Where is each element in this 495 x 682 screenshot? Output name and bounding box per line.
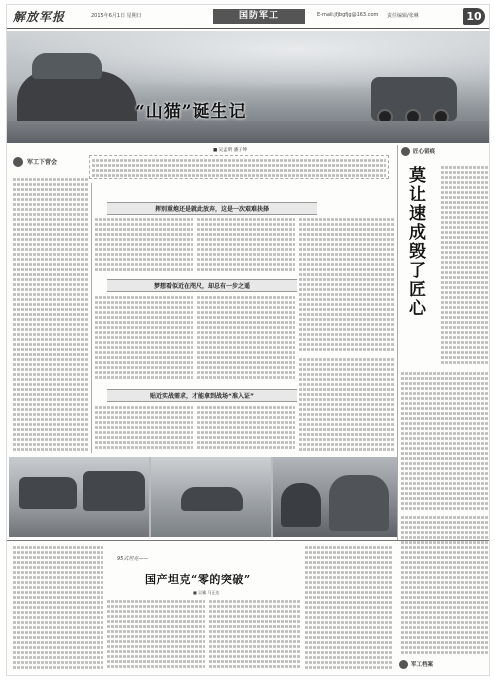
vehicle <box>19 477 77 509</box>
column-marker-icon <box>13 157 23 167</box>
soldier-group <box>281 483 321 527</box>
vehicle <box>83 471 145 511</box>
article-column-1 <box>13 177 89 453</box>
article-column-2b <box>95 295 193 383</box>
article-column-3b <box>197 295 295 383</box>
vehicle-right <box>371 77 457 121</box>
sidebar-title: 莫让速成毁了匠心 <box>409 166 426 319</box>
bottom-column-2 <box>107 599 205 673</box>
bottom-byline: ■ 吴骥 马正达 <box>193 590 220 595</box>
sidebar-column <box>399 143 490 513</box>
subhead-3: 贴近实战需求，才能拿到战场“准入证” <box>107 389 297 402</box>
sidebar-tag <box>401 146 461 158</box>
bottom-column-1 <box>13 545 103 673</box>
hero-photo <box>7 31 490 143</box>
sidebar-divider <box>397 145 398 540</box>
photo-ground <box>7 121 490 143</box>
article-column-3c <box>197 405 295 453</box>
bottom-kicker: 95式坦克—— <box>117 556 149 562</box>
sidebar-marker-icon <box>401 147 410 156</box>
feature-byline: ■ 吴孟明 潘子坤 <box>213 148 248 153</box>
bottom-column-tag-text: 军工档案 <box>411 662 434 668</box>
soldiers-photo <box>273 457 397 537</box>
archive-marker-icon <box>399 660 408 669</box>
section-title: 国防军工 <box>213 9 305 24</box>
lead-paragraph <box>89 155 389 179</box>
column-label-text: 军工下营会 <box>27 159 58 166</box>
amphibious-vehicles-photo <box>9 457 149 537</box>
sidebar-tag-text: 匠心留痕 <box>413 149 436 155</box>
column-divider <box>91 183 92 453</box>
column-label <box>13 155 83 169</box>
newspaper-page <box>6 4 490 676</box>
feature-headline: “山猫”诞生记 <box>135 102 247 122</box>
photo-strip <box>9 457 397 537</box>
article-column-4a <box>299 217 395 353</box>
section-separator <box>7 540 490 541</box>
bottom-column-4 <box>305 545 393 673</box>
subhead-1: 挥别重炮还是就此放弃，这是一次艰难抉择 <box>107 202 317 215</box>
subhead-2: 梦想看似近在咫尺，却总有一步之遥 <box>107 279 297 292</box>
sidebar-body-continued <box>401 515 489 655</box>
page-number: 10 <box>463 8 485 25</box>
sidebar-body-top <box>441 165 489 365</box>
article-column-4b <box>299 357 395 453</box>
sidebar-body-bottom <box>401 371 489 511</box>
responsible-editor: 责任编辑/张琳 <box>387 13 419 19</box>
article-column-3a <box>197 217 295 273</box>
masthead <box>7 5 489 29</box>
issue-date: 2015年6月1日 星期日 <box>91 13 142 19</box>
soldier-group <box>329 475 389 531</box>
article-column-2c <box>95 405 193 453</box>
contact-email: E-mail:jfjbgfjg@163.com <box>317 12 379 18</box>
article-column-2a <box>95 217 193 273</box>
bottom-column-3 <box>209 599 301 673</box>
water-crossing-photo <box>151 457 271 537</box>
newspaper-logo: 解放军报 <box>13 10 66 24</box>
bottom-headline: 国产坦克“零的突破” <box>145 573 251 586</box>
bottom-column-tag <box>399 659 489 671</box>
vehicle <box>181 487 243 511</box>
